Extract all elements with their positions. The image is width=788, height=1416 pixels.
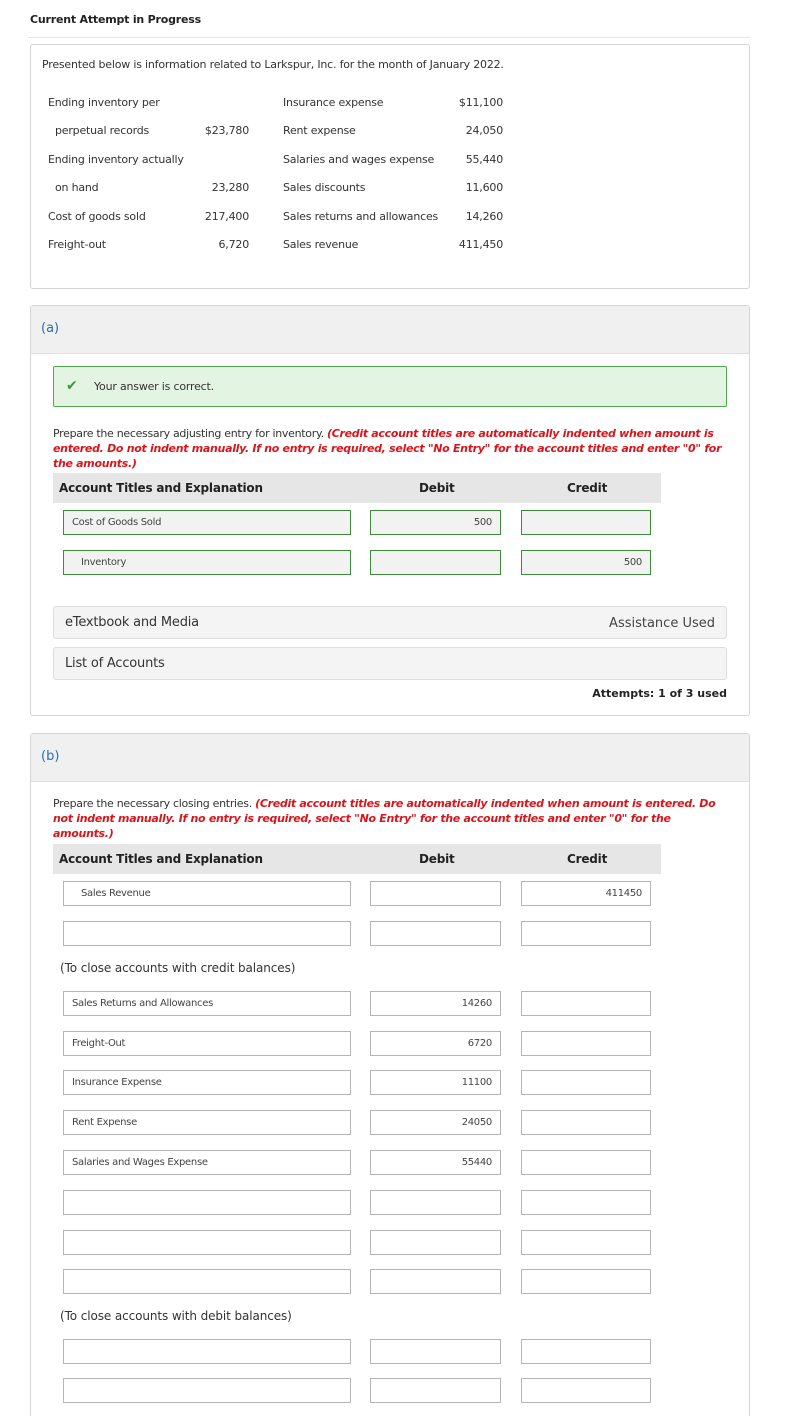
assistance-used-label: Assistance Used [609,616,715,631]
credit-input[interactable] [521,1070,651,1095]
col-credit-header: Credit [567,481,608,495]
info-value: 14,260 [465,210,503,223]
account-title-value: Salaries and Wages Expense [72,1157,208,1168]
debit-input[interactable] [370,991,501,1016]
credit-input[interactable] [521,1230,651,1255]
account-title-input[interactable] [63,881,351,906]
credit-input[interactable] [521,1110,651,1135]
credit-input[interactable] [521,1269,651,1294]
page-title: Current Attempt in Progress [30,13,201,26]
credit-input[interactable] [521,921,651,946]
debit-value: 24050 [461,1117,492,1128]
part-b-label: (b) [41,749,60,764]
account-title-input[interactable] [63,991,351,1016]
part-b-header [31,734,749,782]
info-value: 55,440 [465,153,503,166]
part-a-header [31,306,749,354]
attempts-counter: Attempts: 1 of 3 used [592,687,727,700]
info-label: Freight-out [48,238,106,251]
info-label: Cost of goods sold [48,210,146,223]
account-title-input[interactable] [63,1031,351,1056]
credit-input[interactable] [521,1150,651,1175]
info-label: Salaries and wages expense [283,153,435,166]
col-account-header: Account Titles and Explanation [59,852,263,866]
account-title-value: Sales Revenue [81,888,151,899]
entry-explanation: (To close accounts with credit balances) [60,961,296,975]
debit-input[interactable] [370,1269,501,1294]
credit-input[interactable] [521,991,651,1016]
journal-table-header [53,473,661,503]
account-title-input[interactable] [63,510,351,535]
col-debit-header: Debit [419,852,455,866]
credit-input[interactable] [521,1339,651,1364]
account-title-value: Rent Expense [72,1117,137,1128]
info-value: 23,280 [211,181,249,194]
info-label: on hand [55,181,99,194]
instructions-note: (Credit account titles are automatically indented when amount is entered. Do not indent manually. If no entry is required, select "No Entry" for the account titles and enter "0" for the amounts.) [53,427,722,470]
list-of-accounts-row[interactable] [53,647,727,680]
credit-input[interactable] [521,1190,651,1215]
debit-value: 55440 [461,1157,492,1168]
debit-input[interactable] [370,510,501,535]
etextbook-row[interactable] [53,606,727,639]
correct-message: Your answer is correct. [94,380,214,393]
account-title-input[interactable] [63,921,351,946]
col-account-header: Account Titles and Explanation [59,481,263,495]
part-a-section [30,305,750,716]
debit-input[interactable] [370,1230,501,1255]
instructions-note: (Credit account titles are automatically indented when amount is entered. Do not indent manually. If no entry is required, select "No Entry" for the account titles and enter "0" for the amounts.) [53,797,716,840]
info-label: Rent expense [283,124,356,137]
info-label: Sales revenue [283,238,359,251]
journal-table-header [53,844,661,874]
entry-explanation: (To close accounts with debit balances) [60,1309,292,1323]
part-b-instructions [53,796,733,841]
info-label: Insurance expense [283,96,384,109]
debit-value: 500 [473,517,492,528]
info-value: $11,100 [458,96,503,109]
account-title-value: Cost of Goods Sold [72,517,162,528]
info-value: $23,780 [204,124,249,137]
account-title-input[interactable] [63,1230,351,1255]
account-title-input[interactable] [63,1190,351,1215]
debit-input[interactable] [370,1031,501,1056]
info-label: Sales discounts [283,181,366,194]
debit-input[interactable] [370,1378,501,1403]
account-title-value: Freight-Out [72,1038,126,1049]
credit-input[interactable] [521,881,651,906]
account-title-value: Sales Returns and Allowances [72,998,213,1009]
account-title-input[interactable] [63,1269,351,1294]
credit-value: 500 [623,557,642,568]
debit-input[interactable] [370,1070,501,1095]
account-title-input[interactable] [63,1070,351,1095]
debit-input[interactable] [370,1110,501,1135]
account-title-input[interactable] [63,1150,351,1175]
part-a-instructions [53,426,733,471]
list-of-accounts-link[interactable]: List of Accounts [65,656,165,671]
account-title-input[interactable] [63,1110,351,1135]
debit-input[interactable] [370,550,501,575]
info-value: 24,050 [465,124,503,137]
debit-input[interactable] [370,1339,501,1364]
credit-value: 411450 [605,888,642,899]
credit-input[interactable] [521,1378,651,1403]
credit-input[interactable] [521,510,651,535]
credit-input[interactable] [521,1031,651,1056]
info-value: 411,450 [458,238,503,251]
etextbook-link[interactable]: eTextbook and Media [65,615,199,630]
account-title-value: Insurance Expense [72,1077,162,1088]
account-title-input[interactable] [63,1339,351,1364]
header-divider [28,37,750,38]
info-label: Sales returns and allowances [283,210,439,223]
debit-value: 6720 [467,1038,492,1049]
account-title-input[interactable] [63,550,351,575]
info-value: 217,400 [204,210,249,223]
problem-info-panel [30,44,750,289]
debit-input[interactable] [370,881,501,906]
col-credit-header: Credit [567,852,608,866]
debit-input[interactable] [370,1190,501,1215]
part-a-label: (a) [41,321,60,336]
account-title-input[interactable] [63,1378,351,1403]
info-label: perpetual records [55,124,150,137]
debit-input[interactable] [370,1150,501,1175]
credit-input[interactable] [521,550,651,575]
checkmark-icon: ✔ [66,378,78,394]
info-label: Ending inventory actually [48,153,184,166]
account-title-value: Inventory [81,557,127,568]
part-b-section [30,733,750,1416]
col-debit-header: Debit [419,481,455,495]
info-label: Ending inventory per [48,96,160,109]
info-value: 11,600 [465,181,503,194]
problem-intro: Presented below is information related to Larkspur, Inc. for the month of January 2022. [42,58,504,71]
correct-answer-banner [53,366,727,407]
info-value: 6,720 [218,238,249,251]
instructions-text: Prepare the necessary closing entries. [53,797,256,810]
debit-input[interactable] [370,921,501,946]
debit-value: 14260 [461,998,492,1009]
instructions-text: Prepare the necessary adjusting entry for inventory. [53,427,327,440]
debit-value: 11100 [461,1077,492,1088]
